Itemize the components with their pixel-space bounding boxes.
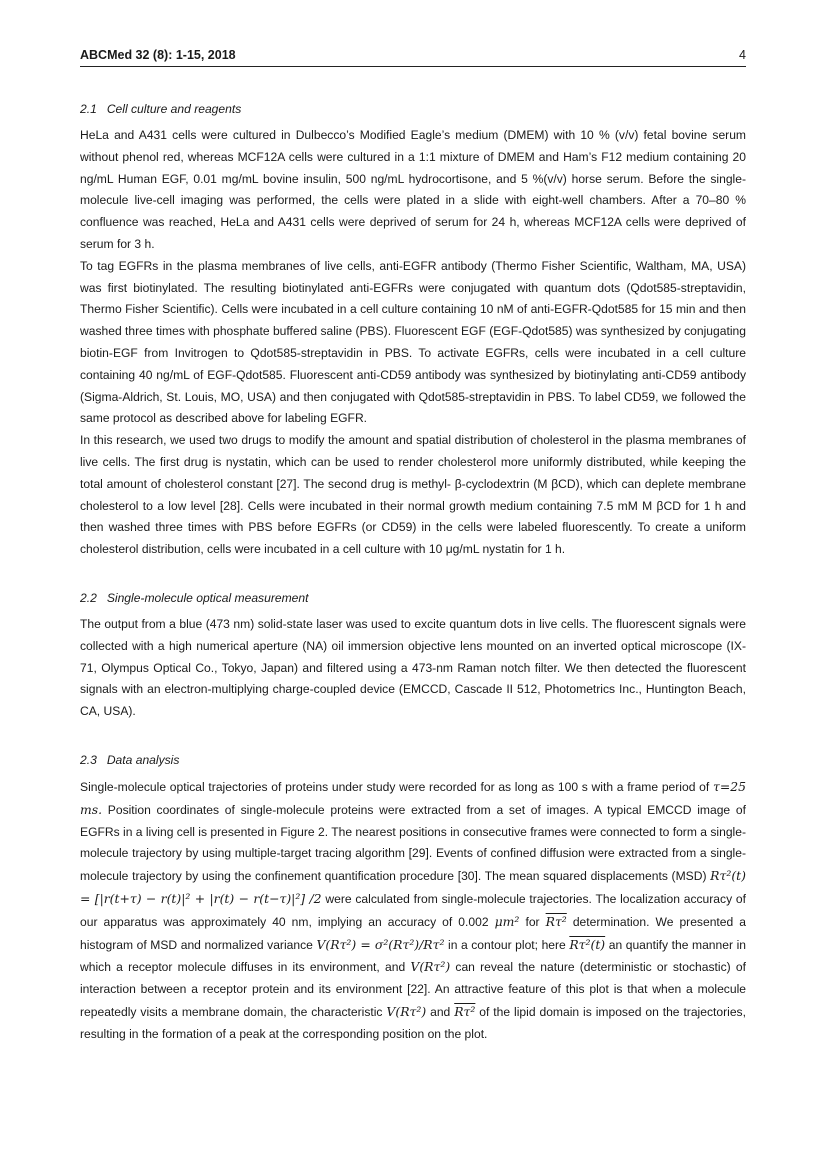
section-heading (80, 587, 746, 609)
section-optical-measurement (80, 587, 746, 723)
variance-equation: V(Rτ²) = σ²(Rτ²)/Rτ² (316, 936, 445, 952)
paragraph: HeLa and A431 cells were cultured in Dulbecco’s Modified Eagle’s medium (DMEM) with 10 % (v/v) fetal bovine serum without phenol red, whereas MCF12A cells were cultured in a 1:1 mixture of DMEM and Ham’s F12 medium containing 20 ng/mL Human EGF, 0.01 mg/mL bovine insulin, 500 ng/mL hydrocortisone, and 5 %(v/v) horse serum. Before the single-molecule live-cell imaging was performed, the cells were plated in a slide with eight-well chambers. After a 70–80 % confluence was reached, HeLa and A431 cells were deprived of serum for 24 h, whereas MCF12A cells were deprived of serum for 3 h. (80, 128, 746, 251)
text-run: and (430, 1004, 451, 1019)
section-cell-culture (80, 98, 746, 561)
msd-equation: Rτ²(t) = [|r(t+τ) − r(t)|² + |r(t) − r(t−τ)|²] /2 (80, 868, 746, 906)
text-run: can reveal the nature (deterministic or stochastic) of interaction between a receptor protein and its environment [22]. An attractive feature of this plot is that when a molecule repeatedly visits a membrane domain, the characteristic (80, 960, 746, 1019)
unit-symbol: μm² (494, 913, 520, 929)
page-number: 4 (739, 48, 746, 62)
section-number: 2.1 (80, 102, 97, 116)
text-run: Single-molecule optical trajectories of proteins under study were recorded for as long as 100 s with a frame period of (80, 779, 710, 794)
text-run: in a contour plot; here (448, 937, 566, 952)
section-title: Data analysis (106, 752, 180, 767)
text-run: Position coordinates of single-molecule proteins were extracted from a set of images. A typical EMCCD image of EGFRs in a living cell is presented in Figure 2. The nearest positions in consecutive frames were connected to form a single-molecule trajectory by using multiple-target tracing algorithm [29]. Events of confined diffusion were extracted from a single-molecule trajectory by using the confinement quantification procedure [30]. The mean squared displacements (MSD) (80, 802, 746, 884)
section-number: 2.3 (80, 752, 97, 767)
page-body (80, 98, 746, 1071)
section-data-analysis (80, 749, 746, 1046)
msd-symbol: Rτ² (545, 913, 567, 929)
section-title: Single-molecule optical measurement (106, 590, 309, 605)
section-number: 2.2 (80, 590, 97, 605)
msd-symbol: Rτ² (454, 1003, 476, 1019)
page-header (80, 46, 746, 67)
text-run: for (525, 914, 540, 929)
paragraph: In this research, we used two drugs to modify the amount and spatial distribution of cholesterol in the plasma membranes of live cells. The first drug is nystatin, which can be used to render cholesterol more uniformly distributed, while keeping the total amount of cholesterol constant [27]. The second drug is methyl- β-cyclodextrin (M βCD), which can deplete membrane cholesterol to a low level [28]. Cells were incubated in their normal growth medium containing 7.5 mM M βCD for 1 h and then washed three times with PBS before EGFRs (or CD59) in the cells were labeled fluorescently. To create a uniform cholesterol distribution, cells were incubated in a cell culture with 10 μg/mL nystatin for 1 h. (80, 433, 746, 557)
text-run: were calculated from single-molecule trajectories. The localization accuracy of our apparatus was approximately 40 nm, implying an accuracy of 0.002 (80, 891, 746, 929)
text-run: an quantify the manner in which a receptor molecule diffuses in its environment, and (80, 937, 746, 975)
journal-citation: ABCMed 32 (8): 1-15, 2018 (80, 48, 236, 62)
text-run: of the lipid domain is imposed on the trajectories, resulting in the formation of a peak at the corresponding position on the plot. (80, 1004, 746, 1041)
paragraph: The output from a blue (473 nm) solid-state laser was used to excite quantum dots in live cells. The fluorescent signals were collected with a high numerical aperture (NA) oil immersion objective lens mounted on an inverted optical microscope (IX-71, Olympus Optical Co., Tokyo, Japan) and filtered using a 473-nm Raman notch filter. We then detected the fluorescent signals with an electron-multiplying charge-coupled device (EMCCD, Cascade II 512, Photometrics Inc., Huntington Beach, CA, USA). (80, 616, 746, 719)
section-title: Cell culture and reagents (106, 102, 242, 116)
frame-period-equation: τ=25 ms. (80, 778, 746, 817)
section-heading (80, 98, 746, 120)
variance-symbol: V(Rτ²) (386, 1003, 427, 1019)
paragraph (80, 776, 746, 1046)
variance-symbol: V(Rτ²) (410, 959, 451, 975)
section-heading (80, 749, 746, 771)
msd-time-symbol: Rτ²(t) (569, 936, 606, 952)
text-run: determination. We presented a histogram of MSD and normalized variance (80, 914, 747, 952)
paragraph: To tag EGFRs in the plasma membranes of live cells, anti-EGFR antibody (Thermo Fisher Scientific, Waltham, MA, USA) was first biotinylated. The resulting biotinylated anti-EGFRs were conjugated with quantum dots (Qdot585-streptavidin, Thermo Fisher Scientific). Cells were incubated in a cell culture containing 10 nM of anti-EGFR-Qdot585 for 15 min and then washed three times with phosphate buffered saline (PBS). Fluorescent EGF (EGF-Qdot585) was synthesized by conjugating biotin-EGF from Invitrogen to Qdot585-streptavidin in PBS. To activate EGFRs, cells were incubated in a cell culture containing 40 ng/mL of EGF-Qdot585. Fluorescent anti-CD59 antibody was synthesized by biotinylating anti-CD59 antibody (Sigma-Aldrich, St. Louis, MO, USA) and then conjugated with Qdot585-streptavidin in PBS. To label CD59, we followed the same protocol as described above for labeling EGFR. (80, 258, 746, 426)
